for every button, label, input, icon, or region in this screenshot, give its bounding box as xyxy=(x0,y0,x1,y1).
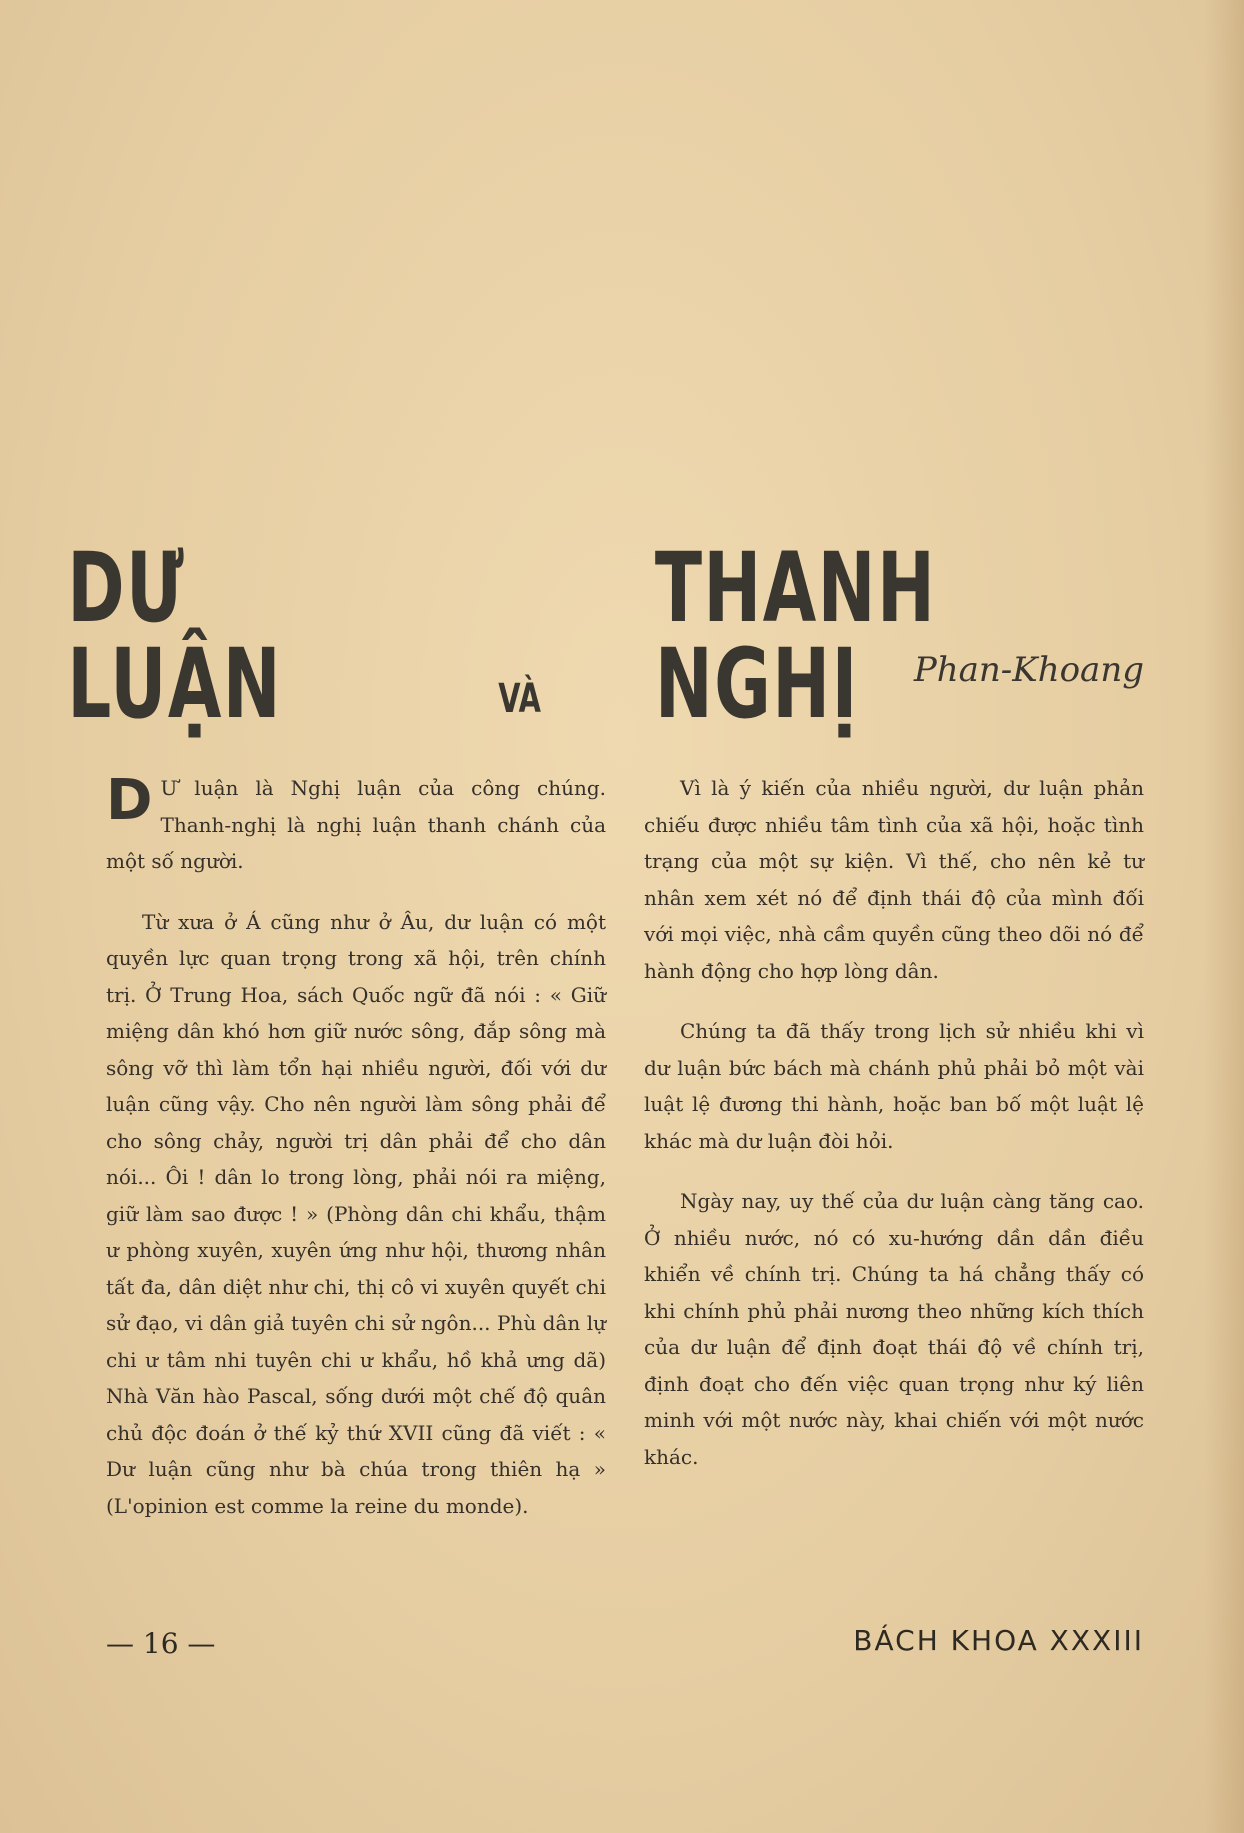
right-column xyxy=(644,770,1144,1499)
left-column xyxy=(106,770,606,1548)
page-number: — 16 — xyxy=(106,1627,216,1660)
paragraph: Vì là ý kiến của nhiều người, dư luận phản chiếu được nhiều tâm tình của xã hội, hoặc tình trạng của một sự kiện. Vì thế, cho nên kẻ tư nhân xem xét nó để định thái độ của mình đối với mọi việc, nhà cầm quyền cũng theo dõi nó để hành động cho hợp lòng dân. xyxy=(644,776,1144,983)
drop-cap: D xyxy=(106,768,153,833)
author-signature: Phan-Khoang xyxy=(913,650,1144,690)
title-connector: VÀ xyxy=(498,676,542,722)
title-part2: THANH NGHỊ xyxy=(655,532,937,740)
paragraph-text: Ư luận là Nghị luận của công chúng. Thanh-nghị là nghị luận thanh chánh của một số người. xyxy=(106,776,606,873)
title-part1: DƯ LUẬN xyxy=(67,532,283,740)
paragraph: Từ xưa ở Á cũng như ở Âu, dư luận có một quyền lực quan trọng trong xã hội, trên chính trị. Ở Trung Hoa, sách Quốc ngữ đã nói : « Giữ miệng dân khó hơn giữ nước sông, đắp sông mà sông vỡ thì làm tổn hại nhiều người, đối với dư luận cũng vậy. Cho nên người làm sông phải để cho sông chảy, người trị dân phải để cho dân nói... Ôi ! dân lo trong lòng, phải nói ra miệng, giữ làm sao được ! » (Phòng dân chi khẩu, thậm ư phòng xuyên, xuyên ứng như hội, thương nhân tất đa, dân diệt như chi, thị cô vi xuyên quyết chi sử đạo, vi dân giả tuyên chi sử ngôn... Phù dân lự chi ư tâm nhi tuyên chi ư khẩu, hồ khả ưng dã) Nhà Văn hào Pascal, sống dưới một chế độ quân chủ độc đoán ở thế kỷ thứ XVII cũng đã viết : « Dư luận cũng như bà chúa trong thiên hạ » (L'opinion est comme la reine du monde). xyxy=(106,909,606,1518)
page-edge-shadow xyxy=(1204,0,1244,1833)
paragraph: Chúng ta đã thấy trong lịch sử nhiều khi vì dư luận bức bách mà chánh phủ phải bỏ một vài luật lệ đương thi hành, hoặc ban bố một luật lệ khác mà dư luận đòi hỏi. xyxy=(644,1019,1144,1153)
article-title xyxy=(0,532,1244,740)
magazine-name: BÁCH KHOA XXXIII xyxy=(853,1624,1144,1657)
paragraph xyxy=(106,770,606,880)
paragraph: Ngày nay, uy thế của dư luận càng tăng cao. Ở nhiều nước, nó có xu-hướng dần dần điều khiển về chính trị. Chúng ta há chẳng thấy có khi chính phủ phải nương theo những kích thích của dư luận để định đoạt thái độ về chính trị, định đoạt cho đến việc quan trọng như ký liên minh với một nước này, khai chiến với một nước khác. xyxy=(644,1189,1144,1469)
